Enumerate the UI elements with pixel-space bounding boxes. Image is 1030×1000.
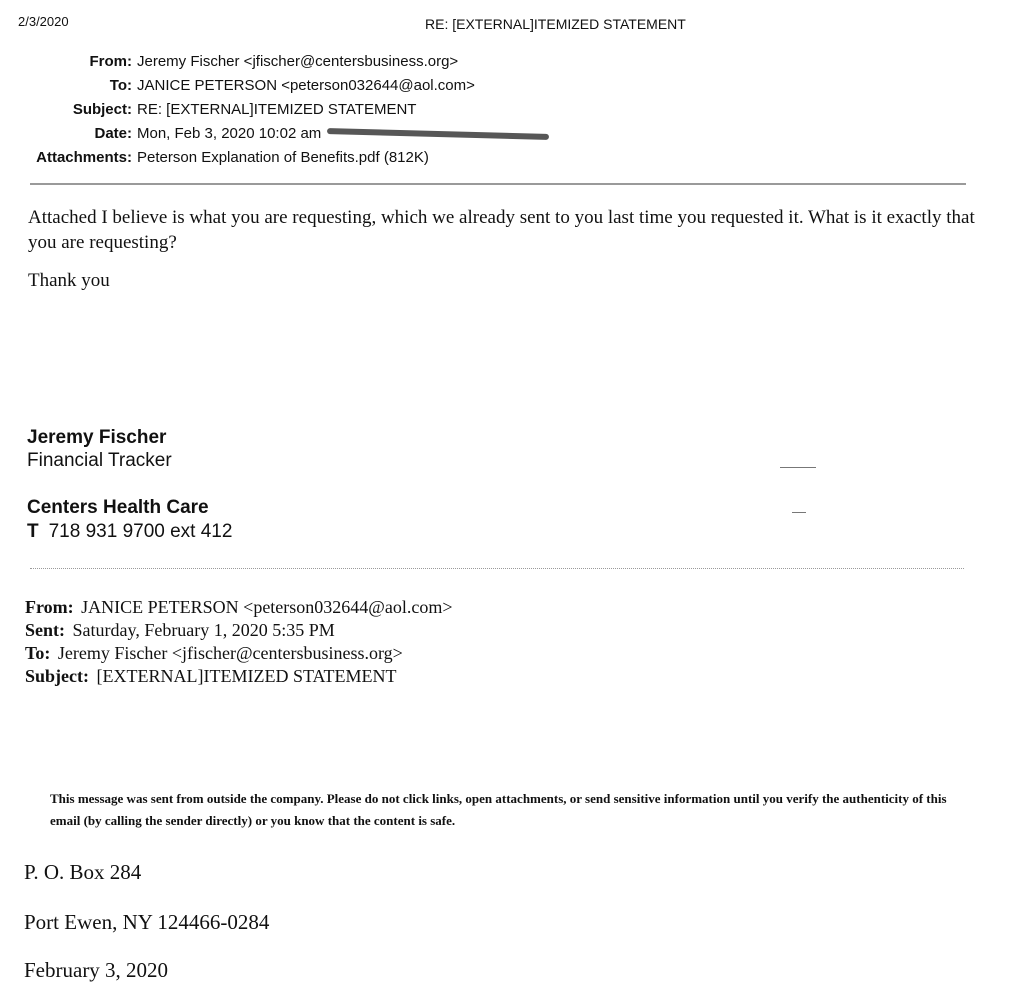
date-row (0, 124, 1030, 148)
forwarded-subject: Subject: [EXTERNAL]ITEMIZED STATEMENT (25, 666, 397, 686)
email-header (0, 52, 1030, 172)
message-body: Attached I believe is what you are requesting, which we already sent to you last time you requested it. What is it exactly that you are requesting? (28, 207, 975, 253)
forwarded-sent: Sent: Saturday, February 1, 2020 5:35 PM (25, 620, 335, 640)
phone-number: 718 931 9700 ext 412 (48, 521, 233, 542)
redaction-mark (327, 128, 549, 140)
forwarded-from: From: JANICE PETERSON <peterson032644@aol.com> (25, 597, 453, 617)
signature-name: Jeremy Fischer (27, 427, 167, 448)
forwarded-header (25, 596, 453, 688)
subject-label: Subject: (72, 101, 132, 118)
phone-prefix: T (27, 521, 39, 542)
to-label: To: (109, 77, 132, 94)
forward-divider (30, 568, 964, 569)
print-title: RE: [EXTERNAL]ITEMIZED STATEMENT (425, 16, 686, 32)
attachment-file: Peterson Explanation of Benefits.pdf (812K) (137, 149, 429, 166)
signature-phone (27, 521, 232, 543)
from-label: From: (89, 53, 132, 70)
signature-company: Centers Health Care (27, 497, 209, 518)
attachments-row (0, 148, 1030, 172)
date-value: Mon, Feb 3, 2020 10:02 am (137, 125, 322, 142)
forwarded-to: To: Jeremy Fischer <jfischer@centersbusiness.org> (25, 643, 403, 663)
signature-title: Financial Tracker (27, 450, 172, 471)
from-value: Jeremy Fischer <jfischer@centersbusiness.org> (137, 53, 459, 70)
scan-speck (792, 512, 806, 513)
subject-value: RE: [EXTERNAL]ITEMIZED STATEMENT (137, 101, 417, 118)
address-line2: Port Ewen, NY 124466-0284 (24, 910, 270, 934)
to-value: JANICE PETERSON <peterson032644@aol.com> (137, 77, 475, 94)
header-divider (30, 183, 966, 185)
to-row (0, 76, 1030, 100)
message-closing: Thank you (28, 270, 110, 291)
from-row (0, 52, 1030, 76)
date-label: Date: (94, 125, 132, 142)
external-warning: This message was sent from outside the company. Please do not click links, open attachments, or send sensitive information until you verify the authenticity of this email (by calling the sender directly) or you know that the content is safe. (50, 791, 947, 828)
attachments-label: Attachments: (36, 149, 132, 166)
print-date: 2/3/2020 (18, 14, 69, 29)
subject-row (0, 100, 1030, 124)
letter-date: February 3, 2020 (24, 958, 169, 982)
address-line1: P. O. Box 284 (24, 860, 142, 884)
scan-speck (780, 467, 816, 468)
